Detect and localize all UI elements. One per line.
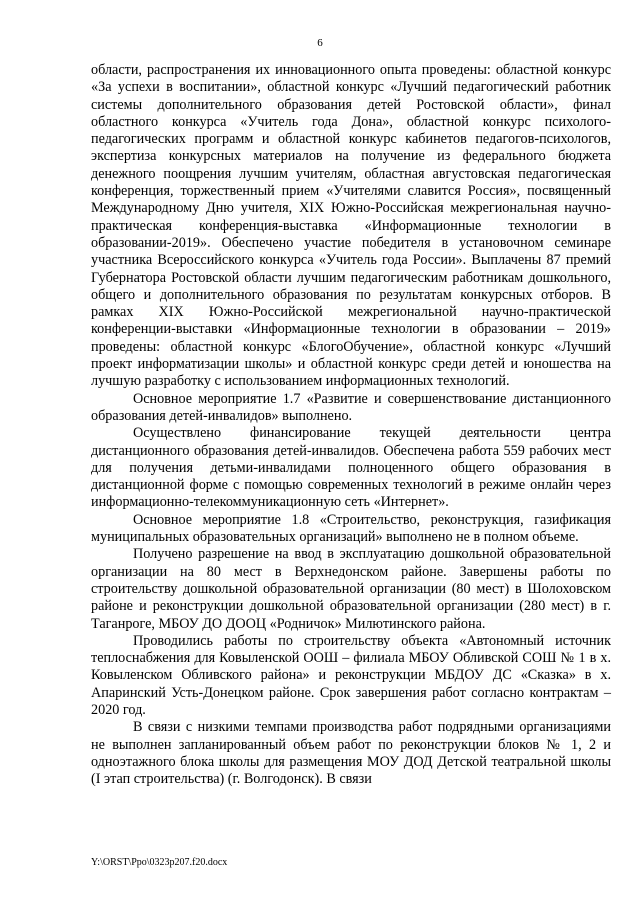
paragraph: Получено разрешение на ввод в эксплуатацию дошкольной образовательной организации на 80 мест в Верхнедонском районе. Завершены работы по строительству дошкольной образовательной организации (80 мест) в Шолоховском районе и реконструкции дошкольной образовательной организации (280 мест) в г. Таганроге, МБОУ ДО ДООЦ «Родничок» Милютинского района.	[91, 546, 611, 632]
paragraph: В связи с низкими темпами производства работ подрядными организациями не выполнен запланированный объем работ по реконструкции блоков № 1, 2 и одноэтажного блока школы для размещения МОУ ДОД Детской театральной школы (I этап строительства) (г. Волгодонск). В связи	[91, 719, 611, 788]
paragraph: Основное мероприятие 1.7 «Развитие и совершенствование дистанционного образования детей-инвалидов» выполнено.	[91, 390, 611, 424]
page-number: 6	[317, 37, 323, 49]
footer-file-path: Y:\ORST\Ppo\0323p207.f20.docx	[91, 857, 228, 868]
paragraph: Осуществлено финансирование текущей деятельности центра дистанционного образования детей-инвалидов. Обеспечена работа 559 рабочих мест для получения детьми-инвалидами полноценного общего образования в дистанционной форме с помощью современных технологий в режиме онлайн через информационно-телекоммуникационную сеть «Интернет».	[91, 425, 611, 511]
body-text	[91, 62, 611, 788]
paragraph: области, распространения их инновационного опыта проведены: областной конкурс «За успехи в воспитании», областной конкурс «Лучший педагогический работник системы дополнительного образования детей Ростовской области», финал областного конкурса «Учитель года Дона», областной конкурс психолого-педагогических программ и областной конкурс кабинетов педагогов-психологов, экспертиза конкурсных материалов на получение из федерального бюджета денежного поощрения лучшим учителям, областная августовская педагогическая конференция, торжественный прием «Учителями славится Россия», посвященный Международному Дню учителя, XIX Южно-Российская межрегиональная научно-практическая конференция-выставка «Информационные технологии в образовании-2019». Обеспечено участие победителя в установочном семинаре участника Всероссийского конкурса «Учитель года России». Выплачены 87 премий Губернатора Ростовской области лучшим педагогическим работникам дошкольного, общего и дополнительного образования по результатам конкурсных отборов. В рамках XIX Южно-Российской межрегиональной научно-практической конференции-выставки «Информационные технологии в образовании – 2019» проведены: областной конкурс «БлогоОбучение», областной конкурс «Лучший проект информатизации школы» и областной конкурс среди детей и юношества на лучшую разработку с использованием информационных технологий.	[91, 62, 611, 390]
paragraph: Основное мероприятие 1.8 «Строительство, реконструкция, газификация муниципальных образовательных организаций» выполнено не в полном объеме.	[91, 511, 611, 546]
paragraph: Проводились работы по строительству объекта «Автономный источник теплоснабжения для Ковыленской ООШ – филиала МБОУ Обливской СОШ № 1 в х. Ковыленском Обливского района» и реконструкции МБДОУ ДС «Сказка» в х. Апаринский Усть-Донецком районе. Срок завершения работ согласно контрактам – 2020 год.	[91, 632, 611, 718]
